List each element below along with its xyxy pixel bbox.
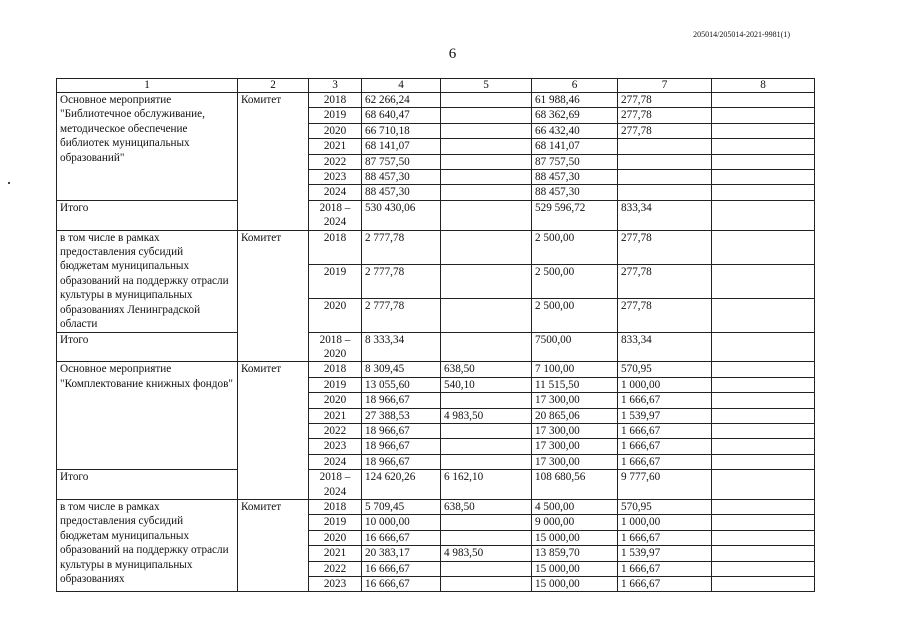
federal-budget-cell: 540,10: [441, 377, 532, 392]
local-budget-cell: 1 666,67: [618, 577, 712, 592]
table-row: [57, 230, 815, 264]
table-row: [57, 362, 815, 377]
total-amount-cell: 27 388,53: [362, 408, 441, 423]
local-budget-cell: [618, 185, 712, 200]
column-header: 1: [57, 79, 238, 93]
regional-budget-cell: 7 100,00: [532, 362, 618, 377]
federal-budget-cell: [441, 530, 532, 545]
other-sources-cell: [712, 154, 815, 169]
local-budget-cell: 1 666,67: [618, 530, 712, 545]
total-row: [57, 470, 815, 500]
federal-budget-cell: [441, 264, 532, 298]
activity-name: Основное мероприятие "Библиотечное обслуживание, методическое обеспечение библиотек муниципальных образований": [57, 93, 238, 201]
other-sources-cell: [712, 332, 815, 362]
total-amount-cell: 2 777,78: [362, 298, 441, 332]
year-cell: 2021: [309, 546, 362, 561]
federal-budget-cell: [441, 393, 532, 408]
column-header-row: [57, 79, 815, 93]
regional-budget-cell: 17 300,00: [532, 454, 618, 469]
other-sources-cell: [712, 298, 815, 332]
regional-budget-cell: 11 515,50: [532, 377, 618, 392]
responsible-executor: Комитет: [238, 93, 309, 231]
local-budget-cell: 570,95: [618, 499, 712, 514]
other-sources-cell: [712, 561, 815, 576]
year-range-cell: 2018 – 2024: [309, 470, 362, 500]
local-budget-cell: [618, 170, 712, 185]
year-cell: 2020: [309, 123, 362, 138]
regional-budget-cell: 88 457,30: [532, 185, 618, 200]
other-sources-cell: [712, 139, 815, 154]
federal-budget-cell: [441, 93, 532, 108]
column-header: 8: [712, 79, 815, 93]
federal-budget-cell: 638,50: [441, 499, 532, 514]
year-cell: 2022: [309, 561, 362, 576]
activity-name: Основное мероприятие "Комплектование книжных фондов": [57, 362, 238, 470]
other-sources-cell: [712, 454, 815, 469]
federal-budget-cell: 4 983,50: [441, 546, 532, 561]
federal-budget-cell: [441, 561, 532, 576]
federal-budget-cell: [441, 170, 532, 185]
local-budget-cell: 277,78: [618, 123, 712, 138]
column-header: 3: [309, 79, 362, 93]
regional-budget-cell: 529 596,72: [532, 200, 618, 230]
local-budget-cell: 570,95: [618, 362, 712, 377]
regional-budget-cell: 108 680,56: [532, 470, 618, 500]
responsible-executor: Комитет: [238, 362, 309, 500]
regional-budget-cell: 68 141,07: [532, 139, 618, 154]
year-cell: 2022: [309, 423, 362, 438]
federal-budget-cell: [441, 123, 532, 138]
total-label: Итого: [57, 470, 238, 500]
year-cell: 2019: [309, 108, 362, 123]
total-row: [57, 200, 815, 230]
regional-budget-cell: 17 300,00: [532, 393, 618, 408]
other-sources-cell: [712, 170, 815, 185]
regional-budget-cell: 17 300,00: [532, 423, 618, 438]
other-sources-cell: [712, 108, 815, 123]
regional-budget-cell: 68 362,69: [532, 108, 618, 123]
other-sources-cell: [712, 377, 815, 392]
total-amount-cell: 16 666,67: [362, 530, 441, 545]
federal-budget-cell: 638,50: [441, 362, 532, 377]
total-amount-cell: 10 000,00: [362, 515, 441, 530]
total-amount-cell: 87 757,50: [362, 154, 441, 169]
total-amount-cell: 20 383,17: [362, 546, 441, 561]
other-sources-cell: [712, 408, 815, 423]
federal-budget-cell: [441, 577, 532, 592]
regional-budget-cell: 15 000,00: [532, 530, 618, 545]
total-label: Итого: [57, 200, 238, 230]
local-budget-cell: 1 666,67: [618, 454, 712, 469]
total-amount-cell: 530 430,06: [362, 200, 441, 230]
year-cell: 2018: [309, 362, 362, 377]
other-sources-cell: [712, 362, 815, 377]
other-sources-cell: [712, 264, 815, 298]
total-amount-cell: 66 710,18: [362, 123, 441, 138]
activity-name: в том числе в рамках предоставления субсидий бюджетам муниципальных образований на поддержку отрасли культуры в муниципальных образованиях Ленинградской области: [57, 230, 238, 332]
other-sources-cell: [712, 93, 815, 108]
federal-budget-cell: [441, 154, 532, 169]
federal-budget-cell: [441, 139, 532, 154]
total-amount-cell: 18 966,67: [362, 439, 441, 454]
federal-budget-cell: [441, 230, 532, 264]
total-amount-cell: 68 640,47: [362, 108, 441, 123]
year-cell: 2021: [309, 139, 362, 154]
federal-budget-cell: 6 162,10: [441, 470, 532, 500]
year-cell: 2023: [309, 439, 362, 454]
total-label: Итого: [57, 332, 238, 362]
federal-budget-cell: [441, 108, 532, 123]
local-budget-cell: 1 666,67: [618, 393, 712, 408]
regional-budget-cell: 4 500,00: [532, 499, 618, 514]
federal-budget-cell: 4 983,50: [441, 408, 532, 423]
page-number: 6: [448, 46, 457, 62]
federal-budget-cell: [441, 515, 532, 530]
other-sources-cell: [712, 470, 815, 500]
other-sources-cell: [712, 530, 815, 545]
year-cell: 2020: [309, 530, 362, 545]
regional-budget-cell: 7500,00: [532, 332, 618, 362]
local-budget-cell: 1 666,67: [618, 423, 712, 438]
other-sources-cell: [712, 546, 815, 561]
local-budget-cell: 1 000,00: [618, 515, 712, 530]
year-cell: 2021: [309, 408, 362, 423]
federal-budget-cell: [441, 423, 532, 438]
table-body: [57, 93, 815, 592]
total-amount-cell: 16 666,67: [362, 561, 441, 576]
local-budget-cell: 9 777,60: [618, 470, 712, 500]
total-row: [57, 332, 815, 362]
regional-budget-cell: 2 500,00: [532, 230, 618, 264]
scan-speck: [8, 182, 10, 184]
year-cell: 2023: [309, 577, 362, 592]
regional-budget-cell: 2 500,00: [532, 264, 618, 298]
total-amount-cell: 2 777,78: [362, 230, 441, 264]
regional-budget-cell: 87 757,50: [532, 154, 618, 169]
total-amount-cell: 8 333,34: [362, 332, 441, 362]
year-cell: 2024: [309, 185, 362, 200]
responsible-executor: Комитет: [238, 230, 309, 362]
total-amount-cell: 16 666,67: [362, 577, 441, 592]
local-budget-cell: 1 666,67: [618, 561, 712, 576]
total-amount-cell: 13 055,60: [362, 377, 441, 392]
year-cell: 2020: [309, 393, 362, 408]
federal-budget-cell: [441, 439, 532, 454]
document-id: 205014/205014-2021-9981(1): [693, 30, 790, 39]
other-sources-cell: [712, 185, 815, 200]
local-budget-cell: 277,78: [618, 93, 712, 108]
year-range-cell: 2018 – 2020: [309, 332, 362, 362]
regional-budget-cell: 66 432,40: [532, 123, 618, 138]
other-sources-cell: [712, 423, 815, 438]
year-cell: 2018: [309, 499, 362, 514]
total-amount-cell: 8 309,45: [362, 362, 441, 377]
total-amount-cell: 88 457,30: [362, 185, 441, 200]
total-amount-cell: 18 966,67: [362, 423, 441, 438]
year-cell: 2023: [309, 170, 362, 185]
other-sources-cell: [712, 439, 815, 454]
year-cell: 2018: [309, 230, 362, 264]
column-header: 7: [618, 79, 712, 93]
responsible-executor: Комитет: [238, 499, 309, 591]
total-amount-cell: 124 620,26: [362, 470, 441, 500]
local-budget-cell: [618, 139, 712, 154]
table-row: [57, 93, 815, 108]
regional-budget-cell: 17 300,00: [532, 439, 618, 454]
budget-table: [56, 78, 815, 592]
federal-budget-cell: [441, 332, 532, 362]
year-range-cell: 2018 – 2024: [309, 200, 362, 230]
federal-budget-cell: [441, 200, 532, 230]
year-cell: 2018: [309, 93, 362, 108]
regional-budget-cell: 9 000,00: [532, 515, 618, 530]
regional-budget-cell: 13 859,70: [532, 546, 618, 561]
local-budget-cell: [618, 154, 712, 169]
total-amount-cell: 18 966,67: [362, 393, 441, 408]
year-cell: 2019: [309, 264, 362, 298]
other-sources-cell: [712, 577, 815, 592]
regional-budget-cell: 61 988,46: [532, 93, 618, 108]
local-budget-cell: 1 539,97: [618, 408, 712, 423]
federal-budget-cell: [441, 454, 532, 469]
activity-name: в том числе в рамках предоставления субсидий бюджетам муниципальных образований на поддержку отрасли культуры в муниципальных образованиях: [57, 499, 238, 591]
regional-budget-cell: 20 865,06: [532, 408, 618, 423]
federal-budget-cell: [441, 298, 532, 332]
regional-budget-cell: 15 000,00: [532, 577, 618, 592]
other-sources-cell: [712, 123, 815, 138]
other-sources-cell: [712, 200, 815, 230]
local-budget-cell: 277,78: [618, 108, 712, 123]
column-header: 5: [441, 79, 532, 93]
total-amount-cell: 88 457,30: [362, 170, 441, 185]
local-budget-cell: 277,78: [618, 264, 712, 298]
local-budget-cell: 1 666,67: [618, 439, 712, 454]
year-cell: 2022: [309, 154, 362, 169]
total-amount-cell: 2 777,78: [362, 264, 441, 298]
year-cell: 2020: [309, 298, 362, 332]
regional-budget-cell: 2 500,00: [532, 298, 618, 332]
local-budget-cell: 277,78: [618, 230, 712, 264]
other-sources-cell: [712, 393, 815, 408]
total-amount-cell: 18 966,67: [362, 454, 441, 469]
column-header: 4: [362, 79, 441, 93]
local-budget-cell: 833,34: [618, 200, 712, 230]
total-amount-cell: 5 709,45: [362, 499, 441, 514]
local-budget-cell: 833,34: [618, 332, 712, 362]
other-sources-cell: [712, 499, 815, 514]
total-amount-cell: 68 141,07: [362, 139, 441, 154]
year-cell: 2019: [309, 515, 362, 530]
column-header: 6: [532, 79, 618, 93]
local-budget-cell: 277,78: [618, 298, 712, 332]
local-budget-cell: 1 000,00: [618, 377, 712, 392]
other-sources-cell: [712, 515, 815, 530]
table-row: [57, 499, 815, 514]
local-budget-cell: 1 539,97: [618, 546, 712, 561]
federal-budget-cell: [441, 185, 532, 200]
regional-budget-cell: 88 457,30: [532, 170, 618, 185]
total-amount-cell: 62 266,24: [362, 93, 441, 108]
year-cell: 2024: [309, 454, 362, 469]
year-cell: 2019: [309, 377, 362, 392]
other-sources-cell: [712, 230, 815, 264]
regional-budget-cell: 15 000,00: [532, 561, 618, 576]
column-header: 2: [238, 79, 309, 93]
